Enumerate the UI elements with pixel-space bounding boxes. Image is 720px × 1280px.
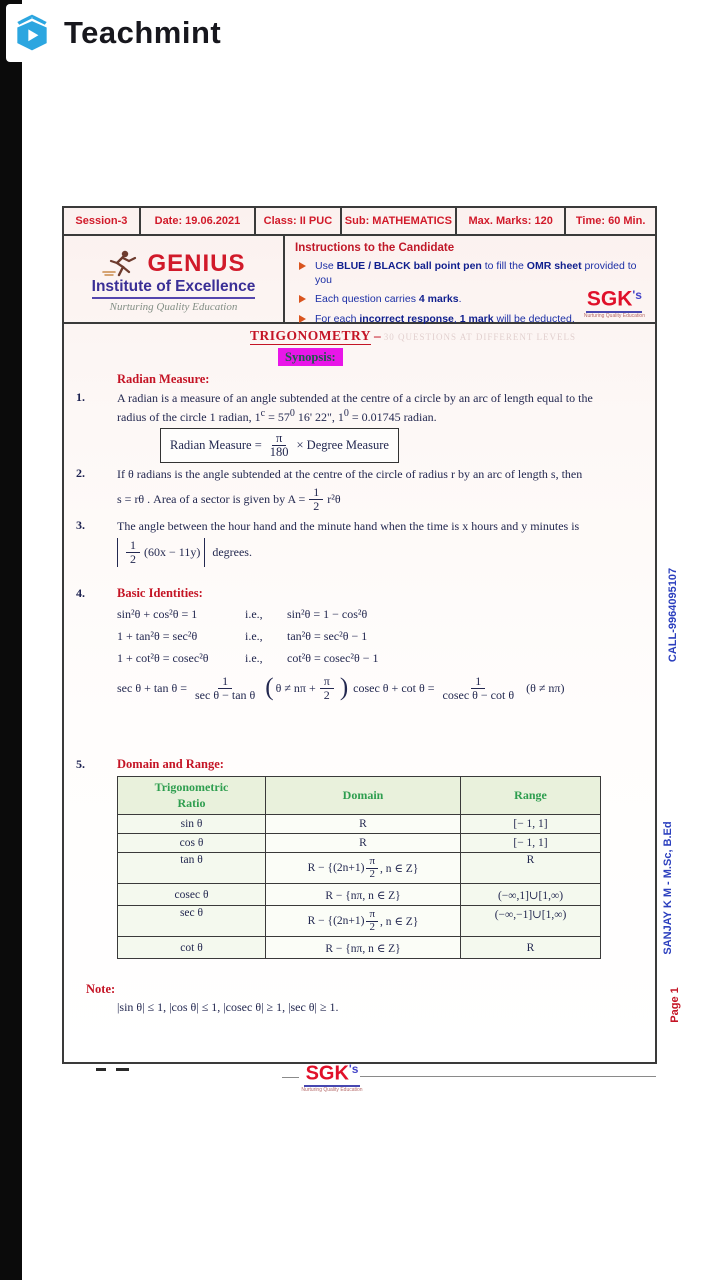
note-heading: Note: xyxy=(86,982,116,996)
basic-identities-heading: Basic Identities: xyxy=(117,586,203,600)
table-row: sec θ R − {(2n+1) $\frac{\pi}{2}$ , n ∈ Z} (−∞,−1]∪[1,∞) xyxy=(118,906,601,937)
subject-cell: Sub: MATHEMATICS xyxy=(342,208,457,234)
institute-subtitle: Institute of Excellence xyxy=(92,278,256,299)
institute-instructions-row xyxy=(64,236,655,324)
instruction-item-1 xyxy=(295,260,645,287)
left-letterbox-bar xyxy=(0,0,22,1280)
clock-angle-formula: $\frac{1}{2}$ (60x − 11y) degrees. xyxy=(117,538,252,566)
teachmint-wordmark: Teachmint xyxy=(64,15,222,50)
chapter-title: TRIGONOMETRY – 30 QUESTIONS AT DIFFERENT LEVELS xyxy=(250,328,576,343)
page-edge-line xyxy=(360,1076,656,1077)
class-cell: Class: II PUC xyxy=(256,208,342,234)
fraction: $\frac{1}{\text{sec θ − tan θ}}$ xyxy=(195,674,256,702)
col-ratio: Trigonometric Ratio xyxy=(118,777,266,815)
cosec-cot-identity: cosec θ + cot θ = $\frac{1}{\text{cosec θ − cot θ}}$ (θ ≠ nπ) xyxy=(353,674,565,702)
arrow-bullet-icon xyxy=(299,295,306,303)
footer-sgk-logo: $SGK^{'s}$ Nurturing Quality Education xyxy=(301,1062,363,1094)
point-3: 3. The angle between the hour hand and the minute hand when the time is x hours and y minutes is $\frac{1}{2}$ (60x − 11y) degrees. xyxy=(76,518,580,566)
note-text: |sin θ| ≤ 1, |cos θ| ≤ 1, |cosec θ| ≥ 1, |sec θ| ≥ 1. xyxy=(117,1000,339,1014)
marks-cell: Max. Marks: 120 xyxy=(457,208,566,234)
institute-logo xyxy=(64,236,285,322)
identity-list: sin²θ + cos²θ = 1 i.e., sin²θ = 1 − cos²θ 1 + tan²θ = sec²θ i.e., tan²θ = sec²θ − 1 1 + cot²θ = cosec²θ i.e., cot²θ = cosec²θ − 1 xyxy=(117,607,379,665)
table-row: cos θ R [− 1, 1] xyxy=(118,834,601,853)
table-row: cot θ R − {nπ, n ∈ Z} R xyxy=(118,937,601,959)
table-row: tan θ R − {(2n+1) $\frac{\pi}{2}$ , n ∈ Z} R xyxy=(118,853,601,884)
sec-tan-identity: sec θ + tan θ = $\frac{1}{\text{sec θ − tan θ}}$ ( θ ≠ nπ + $\frac{\pi}{2}$ ) xyxy=(117,673,349,702)
fraction: $\frac{1}{2}$ xyxy=(309,486,323,512)
time-cell: Time: 60 Min. xyxy=(575,215,646,227)
fraction: $\frac{\pi}{2}$ xyxy=(366,909,378,933)
col-domain: Domain xyxy=(266,777,461,815)
domain-range-heading: Domain and Range: xyxy=(117,757,224,771)
table-row: cosec θ R − {nπ, n ∈ Z} (−∞,1]∪[1,∞) xyxy=(118,884,601,906)
margin-call-number: CALL-9964095107 xyxy=(667,567,679,663)
instruction-text: For each incorrect response, 1 mark will be deducted. xyxy=(315,312,575,325)
arrow-bullet-icon xyxy=(299,315,306,323)
table-header-row xyxy=(118,777,601,815)
institute-name: GENIUS xyxy=(147,249,246,277)
col-range: Range xyxy=(461,777,601,815)
point-5: 5. Domain and Range: xyxy=(76,757,224,771)
date-cell: Date: 19.06.2021 xyxy=(141,208,256,234)
running-man-icon xyxy=(101,248,143,278)
document-page[interactable] xyxy=(62,206,657,1064)
document-body xyxy=(64,324,655,1066)
book-play-icon xyxy=(10,11,54,55)
margin-author: SANJAY K M - M.Sc, B.Ed xyxy=(662,821,674,955)
point-2: 2. If θ radians is the angle subtended at the centre of the circle of radius r by an arc of length s, then s = rθ . Area of a sector is given by A = $\frac{1}{2}$ r²θ xyxy=(76,466,583,513)
synopsis-badge: Synopsis: xyxy=(278,350,343,365)
fraction: $\frac{\pi}{2}$ xyxy=(366,856,378,880)
radian-measure-heading: Radian Measure: xyxy=(117,372,210,386)
session-cell: Session-3 xyxy=(64,208,141,234)
sgk-logo: $SGK^{'s}$ Nurturing Quality Education xyxy=(583,287,645,319)
page-edge-mark xyxy=(96,1068,106,1071)
instructions-panel xyxy=(285,236,655,325)
sector-area-formula: s = rθ . Area of a sector is given by A = $\frac{1}{2}$ r²θ xyxy=(117,485,341,513)
exam-header-row xyxy=(64,208,655,236)
margin-page-number: Page 1 xyxy=(669,987,681,1023)
table-row: sin θ R [− 1, 1] xyxy=(118,815,601,834)
instruction-text: Each question carries 4 marks. xyxy=(315,293,462,306)
institute-tagline: Nurturing Quality Education xyxy=(109,300,238,313)
fraction: $\frac{1}{\text{cosec θ − cot θ}}$ xyxy=(442,674,515,702)
point-4: 4. Basic Identities: sin²θ + cos²θ = 1 i.e., sin²θ = 1 − cos²θ 1 + tan²θ = sec²θ i.e., tan²θ = sec²θ − 1 1 + cot²θ = cosec²θ i.e., cot²θ = cosec²θ − 1 sec θ + tan θ = $\frac{1}{\text{sec θ − tan θ}}$ ( θ ≠ nπ + $\frac{\pi}{2}$ ) cosec θ + cot θ = $\frac{1}{\text{cosec θ − cot θ}}$ (θ ≠ nπ) xyxy=(76,586,606,701)
instruction-text: Use BLUE / BLACK ball point pen to fill the OMR sheet provided to you xyxy=(315,260,637,286)
instructions-title: Instructions to the Candidate xyxy=(295,242,455,254)
point-1-text: A radian is a measure of an angle subtended at the centre of a circle by an arc of length equal to the radius of the circle 1 radian, $1^c = 57^0$ 16' 22", $1^0 = 0.01745$ radian. xyxy=(117,391,593,425)
page-edge-mark xyxy=(116,1068,129,1071)
arrow-bullet-icon xyxy=(299,262,306,270)
radian-formula-box: Radian Measure = $\frac{\pi}{180}$ × Degree Measure xyxy=(160,428,399,463)
fraction: $\frac{\pi}{2}$ xyxy=(320,675,334,701)
fraction: $\frac{1}{2}$ xyxy=(126,539,140,565)
domain-range-table xyxy=(117,776,601,959)
fraction: $\frac{\pi}{180}$ xyxy=(269,431,289,460)
teachmint-logo-icon xyxy=(6,4,58,62)
point-1: 1. A radian is a measure of an angle subtended at the centre of a circle by an arc of length equal to the radius of the circle 1 radian, $1^c = 57^0$ 16' 22", $1^0 = 0.01745$ radian. xyxy=(76,390,606,427)
